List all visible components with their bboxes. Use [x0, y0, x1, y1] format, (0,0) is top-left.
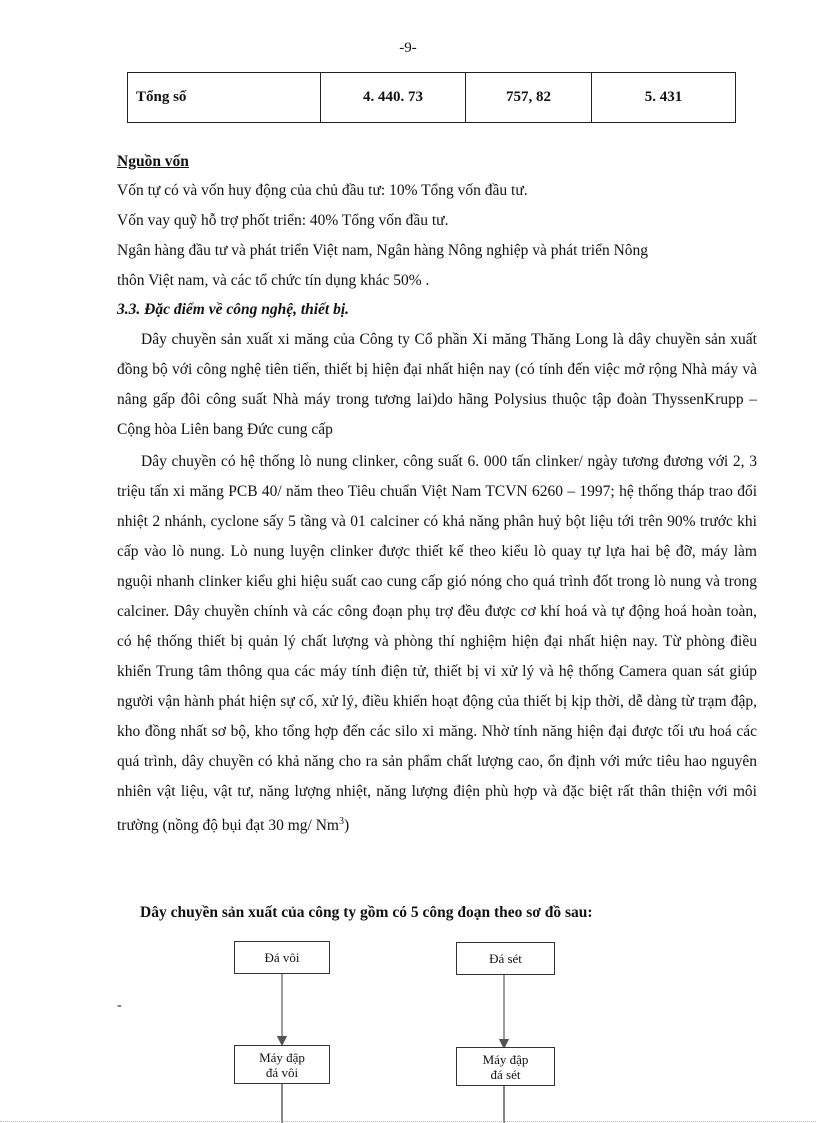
section-heading: 3.3. Đặc điểm về công nghệ, thiết bị.	[117, 301, 350, 318]
diagram-intro: Dây chuyền sản xuất của công ty gồm có 5 công đoạn theo sơ đồ sau:	[140, 904, 593, 921]
clay-crusher-label-2: đá sét	[490, 1066, 521, 1082]
clay-label: Đá sét	[489, 951, 522, 966]
page-number: -9-	[399, 40, 417, 56]
paragraph-technology: Dây chuyền sản xuất xi măng của Công ty Cổ phần Xi măng Thăng Long là dây chuyền sản xuất đồng bộ với công nghệ tiên tiến, thiết bị hiện đại nhất hiện nay (có tính đến việc mở rộng Nhà máy và nâng gấp đôi công suất Nhà máy trong tương lai)do hãng Polysius thuộc tập đoàn ThyssenKrupp – Cộng hòa Liên bang Đức cung cấp	[117, 331, 757, 438]
funding-line-2: Vốn vay quỹ hỗ trợ phốt triển: 40% Tổng vốn đầu tư.	[117, 212, 449, 229]
funding-line-1: Vốn tự có và vốn huy động của chủ đầu tư: 10% Tổng vốn đầu tư.	[117, 182, 528, 199]
dash-mark: -	[117, 998, 122, 1013]
paragraph-production-line-text: Dây chuyền có hệ thống lò nung clinker, công suất 6. 000 tấn clinker/ ngày tương đương với 2, 3 triệu tấn xi măng PCB 40/ năm theo Tiêu chuẩn Việt Nam TCVN 6260 – 1997; hệ thống tháp trao đổi nhiệt 2 nhánh, cyclone sấy 5 tầng và 01 calciner có khả năng phân huỷ bột liệu tới trên 90% trước khi cấp vào lò nung. Lò nung luyện clinker được thiết kế theo kiểu lò quay tự lựa hai bệ đỡ, máy làm nguội nhanh clinker kiểu ghi hiệu suất cao cung cấp gió nóng cho quá trình đốt trong lò nung và trong calciner. Dây chuyền chính và các công đoạn phụ trợ đều được cơ khí hoá và tự động hoá hoàn toàn, có hệ thống thiết bị quản lý chất lượng và phòng thí nghiệm hiện đại nhất hiện nay. Từ phòng điều khiển Trung tâm thông qua các máy tính điện tử, thiết bị vi xử lý và hệ thống Camera quan sát giúp người vận hành phát hiện sự cố, xử lý, điều khiển hoạt động của thiết bị kịp thời, dễ dàng từ trạm đập, kho đồng nhất sơ bộ, kho tổng hợp đến các silo xi măng. Nhờ tính năng hiện đại được tối ưu hoá các quá trình, dây chuyền có khả năng cho ra sản phẩm chất lượng cao, ổn định với mức tiêu hao nguyên nhiên vật liệu, vật tư, năng lượng nhiệt, năng lượng điện phù hợp và đặc biệt rất thân thiện với môi trường (nồng độ bụi đạt 30 mg/ Nm	[117, 453, 757, 835]
limestone-crusher-label-2: đá vôi	[265, 1064, 299, 1080]
funding-line-4: thôn Việt nam, và các tổ chức tín dụng khác 50% .	[117, 272, 430, 289]
clay-box	[456, 942, 555, 975]
total-value-3: 5. 431	[592, 73, 736, 123]
superscript-unit: 3	[338, 816, 344, 827]
clay-crusher-label-1: Máy đập	[482, 1051, 529, 1067]
limestone-box	[234, 941, 330, 974]
total-value-2: 757, 82	[466, 73, 592, 123]
total-label: Tổng số	[128, 73, 321, 123]
limestone-crusher-box	[234, 1045, 330, 1084]
total-value-1: 4. 440. 73	[321, 73, 466, 123]
limestone-crusher-label-1: Máy đập	[259, 1049, 305, 1065]
funding-line-3: Ngân hàng đầu tư và phát triển Việt nam, Ngân hàng Nông nghiệp và phát triển Nông	[117, 242, 649, 259]
paragraph-close: )	[343, 817, 350, 835]
limestone-label: Đá vôi	[264, 950, 300, 965]
clay-crusher-box	[456, 1047, 555, 1086]
page-bottom-rule	[0, 1121, 816, 1122]
funding-heading: Nguồn vốn	[117, 153, 189, 170]
